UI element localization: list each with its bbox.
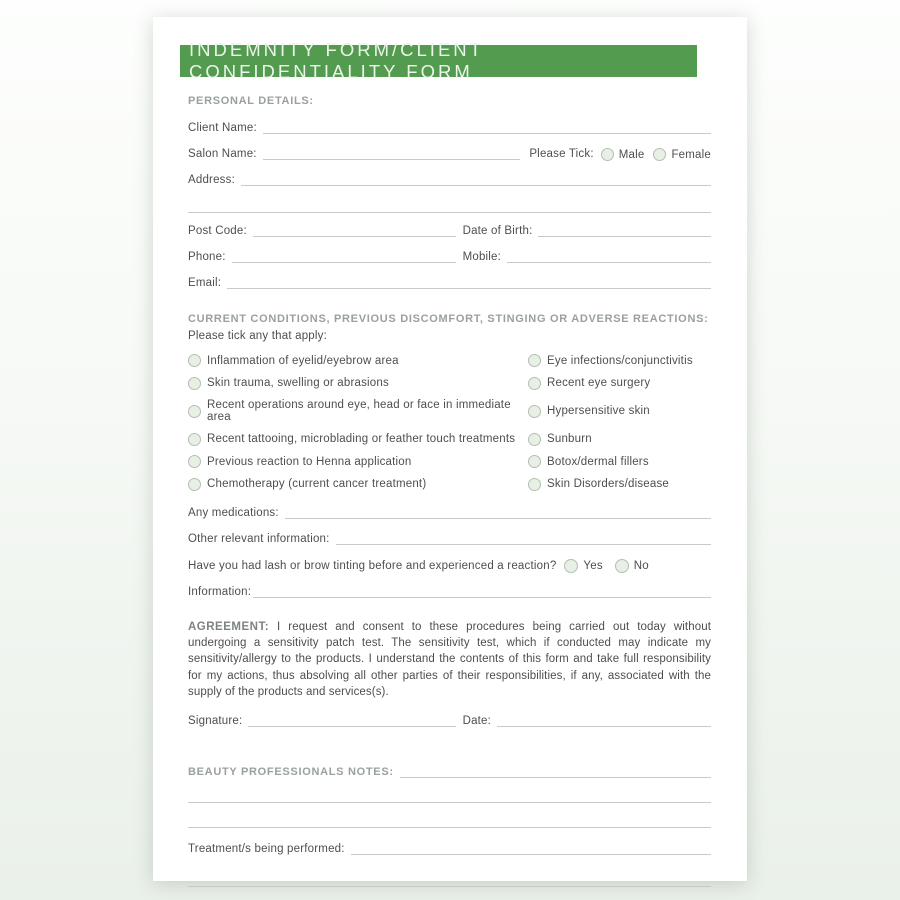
condition-checkbox[interactable] bbox=[528, 354, 541, 367]
address-field[interactable] bbox=[241, 173, 711, 186]
notes-field-line1[interactable] bbox=[400, 765, 711, 778]
notes-field-line3[interactable] bbox=[188, 815, 711, 828]
condition-option bbox=[528, 377, 711, 390]
conditions-heading: CURRENT CONDITIONS, PREVIOUS DISCOMFORT, STINGING OR ADVERSE REACTIONS: bbox=[188, 313, 709, 325]
condition-option bbox=[528, 399, 711, 423]
salon-name-row bbox=[188, 147, 711, 160]
condition-option bbox=[528, 455, 711, 468]
date-field[interactable] bbox=[497, 714, 711, 727]
condition-option bbox=[528, 433, 711, 446]
information-label: Information: bbox=[188, 585, 252, 598]
condition-label: Botox/dermal fillers bbox=[547, 455, 649, 468]
address-field-line2[interactable] bbox=[188, 200, 711, 213]
date-group bbox=[463, 714, 711, 727]
notes-field-line2[interactable] bbox=[188, 790, 711, 803]
dob-field[interactable] bbox=[538, 224, 711, 237]
gender-female-option bbox=[653, 148, 711, 161]
condition-checkbox[interactable] bbox=[188, 433, 201, 446]
please-tick-label: Please Tick: bbox=[529, 148, 594, 160]
email-label: Email: bbox=[188, 277, 222, 289]
mobile-field[interactable] bbox=[507, 250, 711, 263]
address-label: Address: bbox=[188, 174, 235, 186]
reaction-question: Have you had lash or brow tinting before and experienced a reaction? bbox=[188, 559, 557, 572]
condition-option bbox=[188, 433, 528, 446]
condition-checkbox[interactable] bbox=[188, 354, 201, 367]
treatment-field[interactable] bbox=[351, 842, 711, 855]
phone-group bbox=[188, 250, 463, 263]
client-name-label: Client Name: bbox=[188, 122, 257, 134]
reaction-no-option bbox=[615, 559, 649, 573]
mobile-group bbox=[463, 250, 711, 263]
signature-group bbox=[188, 714, 463, 727]
condition-checkbox[interactable] bbox=[188, 478, 201, 491]
male-checkbox[interactable] bbox=[601, 148, 614, 161]
notes-heading: BEAUTY PROFESSIONALS NOTES: bbox=[188, 765, 394, 778]
condition-option bbox=[188, 478, 528, 491]
condition-checkbox[interactable] bbox=[528, 455, 541, 468]
postcode-group bbox=[188, 224, 463, 237]
agreement-heading: AGREEMENT: bbox=[188, 620, 270, 633]
condition-label: Recent operations around eye, head or face in immediate area bbox=[207, 399, 511, 423]
condition-label: Recent eye surgery bbox=[547, 377, 651, 389]
post-code-field[interactable] bbox=[253, 224, 456, 237]
signature-field[interactable] bbox=[248, 714, 455, 727]
date-label: Date: bbox=[462, 714, 492, 727]
condition-label: Sunburn bbox=[547, 433, 592, 445]
condition-option bbox=[188, 354, 528, 367]
reaction-yes-option bbox=[564, 559, 602, 573]
dob-group bbox=[463, 224, 711, 237]
condition-option bbox=[528, 354, 711, 367]
client-name-field[interactable] bbox=[263, 121, 711, 134]
form-page bbox=[153, 17, 747, 881]
gender-male-option bbox=[601, 148, 645, 161]
condition-label: Inflammation of eyelid/eyebrow area bbox=[207, 354, 399, 367]
form-title-banner bbox=[180, 39, 697, 82]
client-name-row bbox=[188, 121, 711, 134]
female-checkbox[interactable] bbox=[653, 148, 666, 161]
agreement-body: I request and consent to these procedures being carried out today without undergoing a sensitivity patch test. The sensitivity test, which if conducted may indicate my sensitivity/allergy to the products. I understand the contents of this form and take full responsibility for my actions, thus absolving all other parties of their responsibilities, if any, associated with the supply of the products and services(s). bbox=[188, 620, 712, 699]
condition-label: Chemotherapy (current cancer treatment) bbox=[207, 478, 427, 490]
email-field[interactable] bbox=[227, 276, 711, 289]
information-field[interactable] bbox=[253, 585, 711, 598]
other-info-field[interactable] bbox=[336, 532, 711, 545]
condition-option bbox=[188, 377, 528, 390]
phone-field[interactable] bbox=[232, 250, 456, 263]
medications-field[interactable] bbox=[285, 506, 711, 519]
other-info-row bbox=[188, 532, 711, 545]
yes-checkbox[interactable] bbox=[564, 559, 578, 573]
condition-label: Eye infections/conjunctivitis bbox=[547, 354, 693, 367]
conditions-checklist bbox=[188, 354, 711, 491]
condition-option bbox=[188, 399, 528, 423]
condition-label: Hypersensitive skin bbox=[547, 405, 650, 417]
form-title: INDEMNITY FORM/CLIENT CONFIDENTIALITY FORM bbox=[189, 39, 484, 82]
male-label: Male bbox=[618, 148, 645, 161]
condition-option bbox=[188, 455, 528, 468]
treatment-label: Treatment/s being performed: bbox=[188, 842, 345, 855]
salon-name-field[interactable] bbox=[263, 147, 521, 160]
no-label: No bbox=[633, 559, 649, 572]
condition-label: Skin Disorders/disease bbox=[547, 478, 670, 490]
personal-details-heading: PERSONAL DETAILS: bbox=[188, 95, 314, 107]
agreement-paragraph bbox=[188, 619, 711, 701]
notes-heading-row bbox=[188, 765, 711, 778]
female-label: Female bbox=[671, 148, 711, 161]
signature-date-row bbox=[188, 714, 711, 727]
address-row bbox=[188, 173, 711, 186]
condition-checkbox[interactable] bbox=[528, 377, 541, 390]
treatment-row bbox=[188, 842, 711, 855]
salon-name-label: Salon Name: bbox=[188, 148, 257, 160]
phone-mobile-row bbox=[188, 250, 711, 263]
condition-label: Previous reaction to Henna application bbox=[207, 455, 412, 468]
other-info-label: Other relevant information: bbox=[188, 532, 330, 545]
information-row bbox=[188, 585, 711, 598]
post-code-label: Post Code: bbox=[188, 225, 247, 237]
condition-label: Recent tattooing, microblading or feather touch treatments bbox=[207, 433, 516, 445]
medications-row bbox=[188, 506, 711, 519]
medications-label: Any medications: bbox=[188, 506, 279, 519]
condition-checkbox[interactable] bbox=[188, 377, 201, 390]
phone-label: Phone: bbox=[188, 251, 226, 263]
mobile-label: Mobile: bbox=[462, 251, 502, 263]
condition-checkbox[interactable] bbox=[528, 405, 541, 418]
yes-label: Yes bbox=[583, 559, 603, 572]
reaction-question-row bbox=[188, 559, 711, 573]
condition-checkbox[interactable] bbox=[528, 478, 541, 491]
condition-checkbox[interactable] bbox=[188, 405, 201, 418]
condition-checkbox[interactable] bbox=[528, 433, 541, 446]
treatment-field-line2[interactable] bbox=[188, 874, 711, 887]
email-row bbox=[188, 276, 711, 289]
no-checkbox[interactable] bbox=[615, 559, 629, 573]
conditions-instruction: Please tick any that apply: bbox=[188, 330, 328, 342]
condition-label: Skin trauma, swelling or abrasions bbox=[207, 377, 389, 389]
condition-checkbox[interactable] bbox=[188, 455, 201, 468]
postcode-dob-row bbox=[188, 224, 711, 237]
dob-label: Date of Birth: bbox=[462, 225, 533, 237]
condition-option bbox=[528, 478, 711, 491]
signature-label: Signature: bbox=[188, 714, 243, 727]
